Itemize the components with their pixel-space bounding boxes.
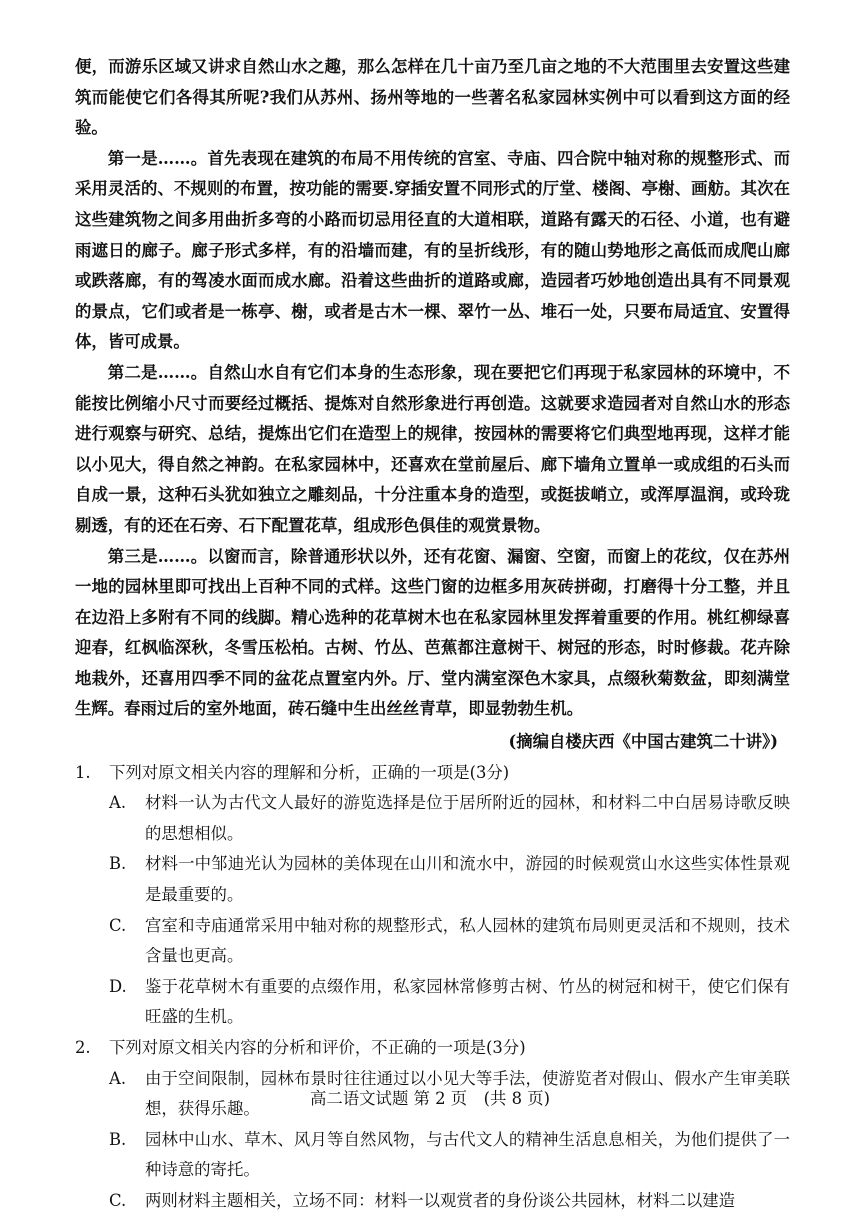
- question-number: 2.: [75, 1038, 91, 1057]
- option-b: [109, 849, 790, 910]
- option-label: D.: [109, 976, 127, 996]
- option-label: A.: [109, 793, 127, 813]
- option-label: C.: [109, 1190, 127, 1210]
- option-text: 鉴于花草树木有重要的点缀作用，私家园林常修剪古树、竹丛的树冠和树干，使它们保有旺盛的生机。: [145, 976, 790, 1027]
- option-text: 材料一认为古代文人最好的游览选择是位于居所附近的园林，和材料二中白居易诗歌反映的思想相似。: [145, 793, 790, 843]
- question-stem: [75, 1033, 790, 1064]
- option-text: 两则材料主题相关，立场不同：材料一以观赏者的身份谈公共园林，材料二以建造: [145, 1190, 736, 1210]
- option-label: B.: [109, 1129, 127, 1149]
- question-stem: [75, 758, 790, 789]
- question-number: 1.: [75, 762, 91, 782]
- option-label: A.: [109, 1068, 127, 1088]
- option-c: [109, 1186, 790, 1217]
- option-a: [109, 788, 790, 849]
- option-d: [109, 972, 790, 1033]
- option-text: 园林中山水、草木、风月等自然风物，与古代文人的精神生活息息相关，为他们提供了一种诗意的寄托。: [145, 1129, 790, 1180]
- option-b: [109, 1125, 790, 1186]
- option-text: 宫室和寺庙通常采用中轴对称的规整形式，私人园林的建筑布局则更灵活和不规则，技术含量也更高。: [145, 915, 790, 966]
- passage-paragraph-4: 第三是……。以窗而言，除普通形状以外，还有花窗、漏窗、空窗，而窗上的花纹，仅在苏州一地的园林里即可找出上百种不同的式样。这些门窗的边框多用灰砖拼砌，打磨得十分工整，并且在边沿上多附有不同的线脚。精心选种的花草树木也在私家园林里发挥着重要的作用。桃红柳绿喜迎春，红枫临深秋，冬雪压松柏。古树、竹丛、芭蕉都注意树干、树冠的形态，时时修裁。花卉除地栽外，还喜用四季不同的盆花点置室内外。厅、堂内满室深色木家具，点缀秋菊数盆，即刻满堂生辉。春雨过后的室外地面，砖石缝中生出丝丝青草，即显勃勃生机。: [75, 546, 790, 719]
- passage-paragraph-1: 便，而游乐区域又讲求自然山水之趣，那么怎样在几十亩乃至几亩之地的不大范围里去安置这些建筑而能使它们各得其所呢?我们从苏州、扬州等地的一些著名私家园林实例中可以看到这方面的经验。: [75, 57, 790, 138]
- question-2: [75, 1033, 790, 1217]
- question-text: 下列对原文相关内容的理解和分析，正确的一项是(3分): [109, 762, 510, 782]
- question-1: [75, 758, 790, 1033]
- option-text: 由于空间限制，园林布景时往往通过以小见大等手法，使游览者对假山、假水产生审美联想，获得乐趣。: [145, 1068, 790, 1119]
- question-text: 下列对原文相关内容的分析和评价，不正确的一项是(3分): [109, 1038, 526, 1057]
- option-label: C.: [109, 915, 127, 935]
- option-text: 材料一中邹迪光认为园林的美体现在山川和流水中，游园的时候观赏山水这些实体性景观是最重要的。: [145, 854, 790, 905]
- passage-paragraph-2: 第一是……。首先表现在建筑的布局不用传统的宫室、寺庙、四合院中轴对称的规整形式、而采用灵活的、不规则的布置，按功能的需要.穿插安置不同形式的厅堂、楼阁、亭榭、画舫。其次在这些建筑物之间多用曲折多弯的小路而切忌用径直的大道相联，道路有露天的石径、小道，也有避雨遮日的廊子。廊子形式多样，有的沿墙而建，有的呈折线形，有的随山势地形之高低而成爬山廊或跌落廊，有的驾凌水面而成水廊。沿着这些曲折的道路或廊，造园者巧妙地创造出具有不同景观的景点，它们或者是一栋亭、榭，或者是古木一棵、翠竹一丛、堆石一处，只要布局适宜、安置得体，皆可成景。: [75, 148, 790, 352]
- option-c: [109, 911, 790, 972]
- passage-paragraph-3: 第二是……。自然山水自有它们本身的生态形象，现在要把它们再现于私家园林的环境中，不能按比例缩小尺寸而要经过概括、提炼对自然形象进行再创造。这就要求造园者对自然山水的形态进行观察与研究、总结，提炼出它们在造型上的规律，按园林的需要将它们典型地再现，这样才能以小见大，得自然之神韵。在私家园林中，还喜欢在堂前屋后、廊下墙角立置单一或成组的石头而自成一景，这种石头犹如独立之雕刻品，十分注重本身的造型，或挺拔峭立，或浑厚温润，或玲珑剔透，有的还在石旁、石下配置花草，组成形色俱佳的观赏景物。: [75, 362, 790, 535]
- source-citation: (摘编自楼庆西《中国古建筑二十讲》): [508, 732, 778, 752]
- page-footer: 高二语文试题 第 2 页 (共 8 页): [310, 1089, 550, 1108]
- option-label: B.: [109, 854, 127, 874]
